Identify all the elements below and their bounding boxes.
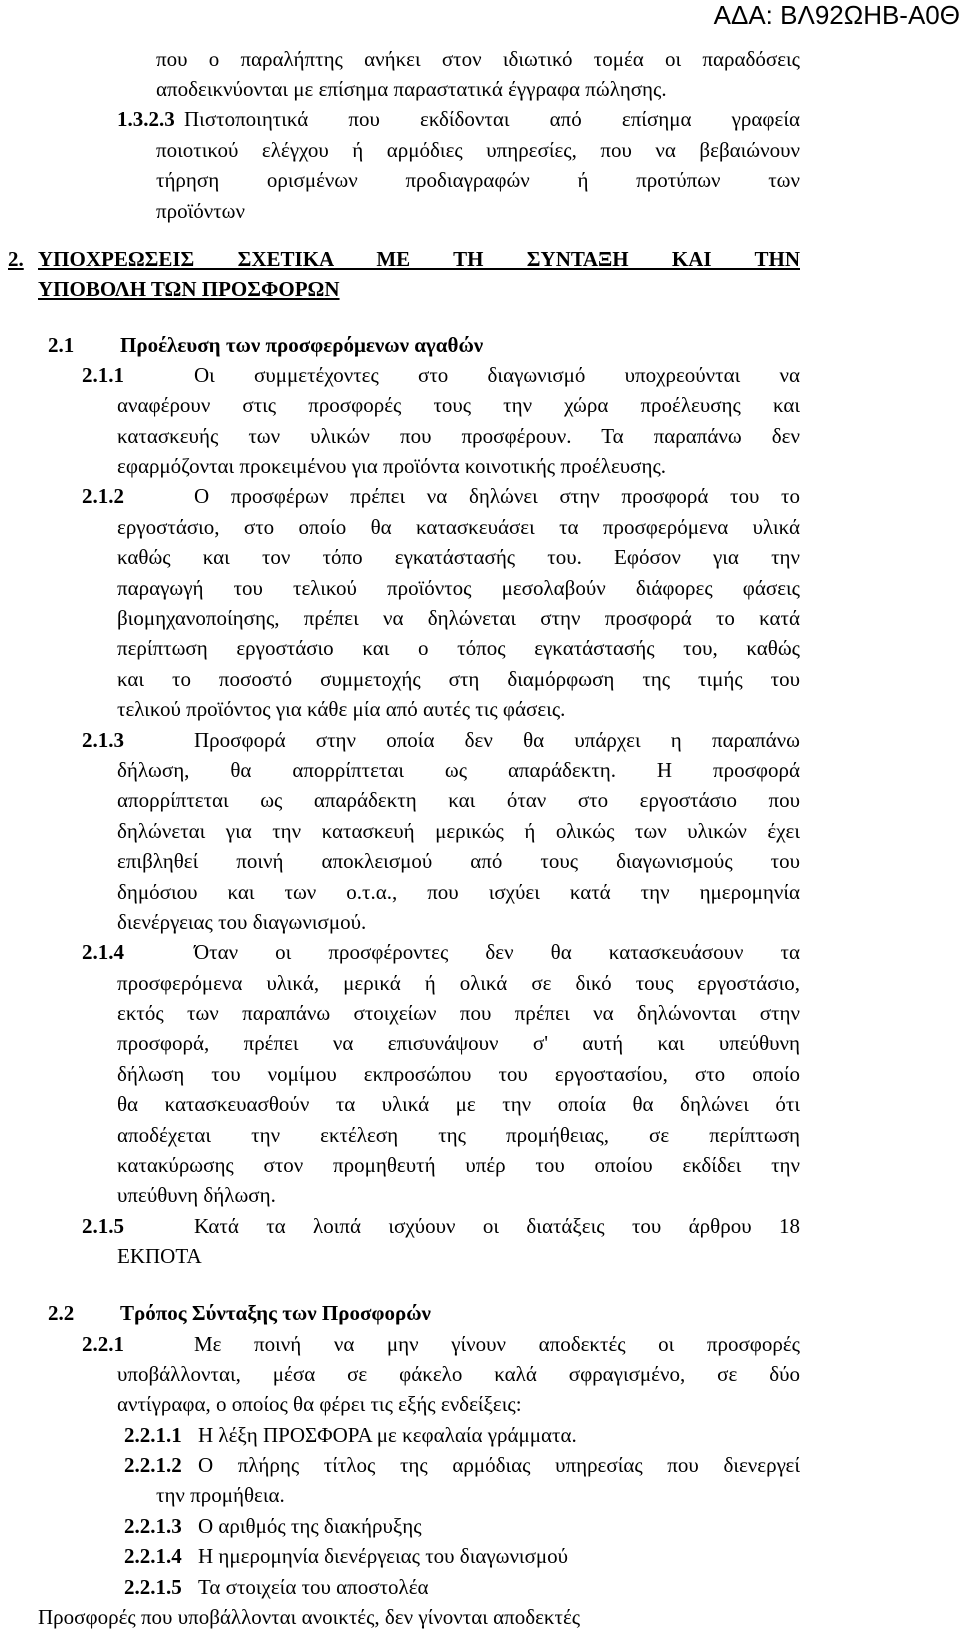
section-number: 2.2.1	[82, 1331, 124, 1356]
section-number: 1.3.2.3	[117, 107, 175, 132]
text-line: Οι συμμετέχοντες στο διαγωνισμό υποχρεούνται να	[194, 362, 800, 387]
text-line: Προσφορά στην οποία δεν θα υπάρχει η παραπάνω	[194, 727, 800, 752]
text-line: κατακύρωσης στον προμηθευτή υπέρ του οποίου εκδίδει την	[117, 1153, 800, 1177]
text-line: Η ημερομηνία διενέργειας του διαγωνισμού	[198, 1544, 569, 1569]
text-line: δημόσιου και των ο.τ.α., που ισχύει κατά την ημερομηνία	[117, 879, 800, 904]
text-line: προσφορά, πρέπει να επισυνάψουν σ' αυτή και υπεύθυνη	[117, 1031, 800, 1056]
section-number: 2.1.5	[82, 1213, 124, 1238]
text-line: δήλωση του νομίμου εκπροσώπου του εργοστασίου, στο οποίο	[117, 1061, 800, 1086]
subsection-heading: Τρόπος Σύνταξης των Προσφορών	[120, 1301, 431, 1326]
section-number: 2.2	[48, 1301, 75, 1326]
section-number: 2.1.3	[82, 727, 124, 752]
text-line: απορρίπτεται ως απαράδεκτη και όταν στο εργοστάσιο που	[117, 788, 800, 813]
text-line: Πιστοποιητικά που εκδίδονται από επίσημα γραφεία	[184, 107, 800, 132]
text-line: Όταν οι προσφέροντες δεν θα κατασκευάσουν τα	[194, 940, 800, 965]
text-line: προσφερόμενα υλικά, μερικά ή ολικά σε δικό τους εργοστάσιο,	[117, 970, 800, 995]
text-line: Ο αριθμός της διακήρυξης	[198, 1513, 422, 1538]
text-line: υποβάλλονται, μέσα σε φάκελο καλά σφραγισμένο, σε δύο	[117, 1361, 800, 1386]
text-line: Ο προσφέρων πρέπει να δηλώνει στην προσφορά του το	[194, 484, 800, 509]
text-line: Τα στοιχεία του αποστολέα	[198, 1574, 429, 1599]
text-line: υπεύθυνη δήλωση.	[117, 1183, 276, 1208]
section-number: 2.2.1.3	[124, 1513, 182, 1538]
text-line: τήρηση ορισμένων προδιαγραφών ή προτύπων των	[156, 168, 800, 193]
section-number: 2.2.1.2	[124, 1453, 182, 1478]
text-line: Με ποινή να μην γίνουν αποδεκτές οι προσφορές	[194, 1331, 800, 1356]
text-line: επιβληθεί ποινή αποκλεισμού από τους διαγωνισμούς του	[117, 849, 800, 874]
text-line: αναφέρουν στις προσφορές τους την χώρα προέλευσης και	[117, 393, 800, 418]
section-number: 2.1.4	[82, 940, 124, 965]
text-line: Ο πλήρης τίτλος της αρμόδιας υπηρεσίας που διενεργεί	[198, 1453, 800, 1478]
text-line: εφαρμόζονται προκειμένου για προϊόντα κοινοτικής προέλευσης.	[117, 454, 667, 478]
text-line: εργοστάσιο, στο οποίο θα κατασκευάσει τα προσφερόμενα υλικά	[117, 514, 800, 539]
text-line: προϊόντων	[156, 198, 245, 223]
text-line: Η λέξη ΠΡΟΣΦΟΡΑ με κεφαλαία γράμματα.	[198, 1422, 577, 1447]
text-line: διενέργειας του διαγωνισμού.	[117, 909, 367, 934]
section-number: 2.1.1	[82, 362, 124, 387]
text-line: ΕΚΠΟΤΑ	[117, 1244, 202, 1269]
section-heading: ΥΠΟΧΡΕΩΣΕΙΣ ΣΧΕΤΙΚΑ ΜΕ ΤΗ ΣΥΝΤΑΞΗ ΚΑΙ ΤΗΝ	[38, 247, 800, 271]
text-line: παραγωγή του τελικού προϊόντος μεσολαβούν διάφορες φάσεις	[117, 575, 800, 600]
section-heading: ΥΠΟΒΟΛΗ ΤΩΝ ΠΡΟΣΦΟΡΩΝ	[38, 277, 340, 302]
section-number: 2.	[8, 247, 24, 271]
section-number: 2.1	[48, 333, 75, 358]
text-line: Κατά τα λοιπά ισχύουν οι διατάξεις του άρθρου 18	[194, 1213, 800, 1238]
text-line: κατασκευής των υλικών που προσφέρουν. Τα παραπάνω δεν	[117, 423, 800, 448]
text-line: θα κατασκευασθούν τα υλικά με την οποία θα δηλώνει ότι	[117, 1092, 800, 1117]
text-line: ποιοτικού ελέγχου ή αρμόδιες υπηρεσίες, που να βεβαιώνουν	[156, 137, 800, 162]
text-line: βιομηχανοποίησης, πρέπει να δηλώνεται στην προσφορά το κατά	[117, 606, 800, 630]
section-number: 2.2.1.5	[124, 1574, 182, 1599]
section-number: 2.2.1.4	[124, 1544, 182, 1569]
text-line: Προσφορές που υποβάλλονται ανοικτές, δεν γίνονται αποδεκτές	[38, 1605, 581, 1629]
section-number: 2.1.2	[82, 484, 124, 509]
text-line: καθώς και τον τόπο εγκατάστασής του. Εφόσον για την	[117, 545, 800, 570]
subsection-heading: Προέλευση των προσφερόμενων αγαθών	[120, 333, 484, 358]
text-line: που ο παραλήπτης ανήκει στον ιδιωτικό τομέα οι παραδόσεις	[156, 46, 800, 71]
text-line: και το ποσοστό συμμετοχής στη διαμόρφωση της τιμής του	[117, 666, 800, 691]
text-line: δήλωση, θα απορρίπτεται ως απαράδεκτη. Η προσφορά	[117, 757, 800, 782]
section-number: 2.2.1.1	[124, 1422, 182, 1447]
text-line: τελικού προϊόντος για κάθε μία από αυτές τις φάσεις.	[117, 697, 566, 722]
text-line: αποδεικνύονται με επίσημα παραστατικά έγγραφα πώλησης.	[156, 77, 667, 101]
text-line: περίπτωση εργοστάσιο και ο τόπος εγκατάστασής του, καθώς	[117, 636, 800, 661]
ada-code: ΑΔΑ: ΒΛ92ΩΗΒ-Α0Θ	[713, 0, 960, 30]
text-line: αντίγραφα, ο οποίος θα φέρει τις εξής ενδείξεις:	[117, 1392, 522, 1417]
text-line: αποδέχεται την εκτέλεση της προμήθειας, σε περίπτωση	[117, 1122, 800, 1147]
text-line: εκτός των παραπάνω στοιχείων που πρέπει να δηλώνονται στην	[117, 1001, 800, 1025]
text-line: δηλώνεται για την κατασκευή μερικώς ή ολικώς των υλικών έχει	[117, 818, 800, 843]
text-line: την προμήθεια.	[156, 1483, 285, 1508]
